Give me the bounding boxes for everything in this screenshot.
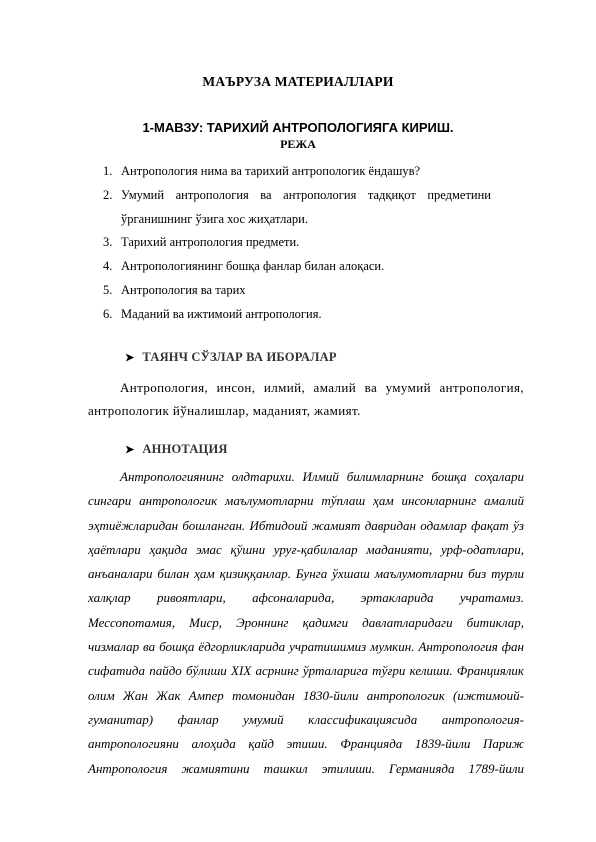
annotation-paragraph (88, 465, 524, 781)
annotation-line: халқлар ривоятлари, афсоналарида, эртакларида учратамиз. (88, 590, 524, 606)
plan-item (103, 279, 491, 303)
plan-title: РЕЖА (280, 137, 316, 151)
annotation-line: гуманитар) фанлар умумий классификациясида антропология- (88, 711, 524, 727)
arrow-bullet-icon: ➤ (125, 444, 135, 456)
plan-item (103, 160, 491, 184)
annotation-heading (125, 442, 228, 457)
annotation-line: антропологияни алоҳида қайд этиши. Францияда 1839-йили Париж (88, 736, 524, 752)
plan-item (103, 184, 491, 232)
plan-item-text: Антропологиянинг бошқа фанлар билан алоқаси. (121, 259, 385, 274)
annotation-line: Антропологиянинг олдтарихи. Илмий билимларнинг бошқа соҳалари (120, 469, 524, 484)
annotation-line: олим Жан Жак Ампер томонидан 1830-йили антропологик (ижтимоий- (88, 687, 524, 703)
annotation-line: анъаналари билан ҳам қизиққанлар. Бунга ўхшаш маълумотларни биз турли (88, 566, 524, 582)
topic-title: 1-МАВЗУ: ТАРИХИЙ АНТРОПОЛОГИЯГА КИРИШ. (142, 120, 454, 135)
plan-item (103, 303, 491, 327)
plan-item (103, 231, 491, 255)
plan-item-number: 3. (103, 235, 113, 250)
plan-item-number: 4. (103, 259, 113, 274)
keywords-heading-text: ТАЯНЧ СЎЗЛАР ВА ИБОРАЛАР (142, 350, 337, 364)
plan-item-text (121, 184, 491, 232)
annotation-line: Антропология жамиятини ташкил этилиши. Германияда 1789-йили (88, 760, 524, 776)
plan-item-text: Маданий ва ижтимоий антропология. (121, 306, 322, 321)
plan-item-text: Антропология ва тарих (121, 282, 246, 297)
plan-item (103, 255, 491, 279)
plan-item-number: 5. (103, 282, 113, 297)
plan-list (103, 160, 491, 327)
plan-item-text: Антропология нима ва тарихий антропологик ёндашув? (121, 164, 421, 178)
keywords-heading (125, 350, 337, 365)
annotation-line: сифатида пайдо бўлиши XIX асрнинг ўрталарига тўғри келиши. Франциялик (88, 663, 524, 679)
arrow-bullet-icon: ➤ (125, 352, 135, 364)
plan-item-text-line: ўрганишнинг ўзига хос жиҳатлари. (121, 211, 308, 226)
annotation-line: эҳтиёжларидан бошланган. Ибтидоий жамият давридан одамлар фақат ўз (88, 517, 524, 533)
annotation-line: чизмалар ва бошқа ёдгорликларида учратишимиз мумкин. Антропология фан (88, 639, 524, 655)
annotation-line: ҳаётлари ҳақида эмас қўшни уруғ-қабилалар маданияти, урф-одатлари, (88, 541, 524, 557)
page-title: МАЪРУЗА МАТЕРИАЛЛАРИ (202, 74, 394, 89)
plan-item-text: Тарихий антропология предмети. (121, 235, 300, 250)
plan-item-number: 6. (103, 306, 113, 321)
annotation-line: Мессопотамия, Миср, Эроннинг қадимги давлатларидаги битиклар, (88, 614, 524, 630)
annotation-line: сингари антропологик маълумотларни тўплаш ҳам инсонларнинг амалий (88, 493, 524, 509)
plan-item-number: 2. (103, 187, 113, 202)
annotation-heading-text: АННОТАЦИЯ (142, 442, 228, 456)
keywords-paragraph: Антропология, инсон, илмий, амалий ва умумий антропология, антропологик йўналишлар, маданият, жамият. (88, 380, 524, 418)
plan-item-number: 1. (103, 164, 113, 178)
plan-item-text-line: Умумий антропология ва антропология тадқиқот предметини (121, 187, 491, 202)
